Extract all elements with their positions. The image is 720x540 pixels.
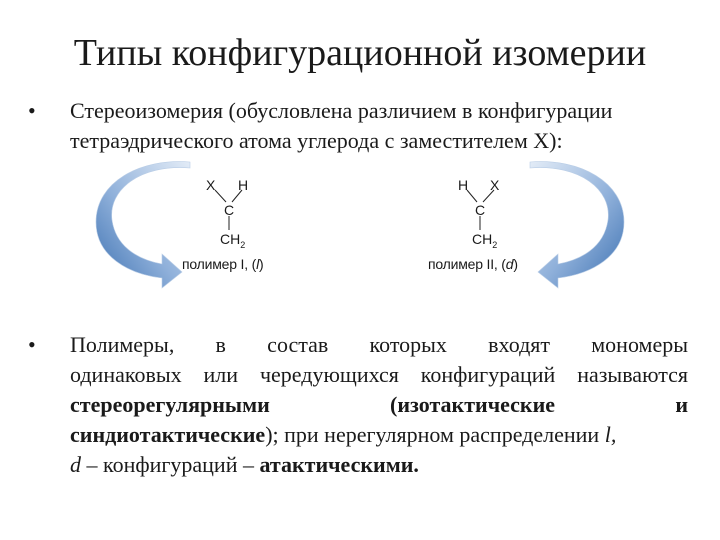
atom-c: C bbox=[224, 202, 235, 218]
isomer-diagram bbox=[0, 160, 720, 300]
group-ch2: $CH_2$ bbox=[220, 231, 246, 250]
atom-x: X bbox=[490, 177, 500, 193]
curved-arrows bbox=[0, 160, 720, 300]
bullet-marker: • bbox=[28, 98, 36, 123]
left-curved-arrow bbox=[96, 162, 190, 288]
atom-x: X bbox=[206, 177, 216, 193]
atom-c: C bbox=[475, 202, 486, 218]
bullet2-line5: d – конфигураций – атактическими. bbox=[70, 452, 419, 477]
atom-h: H bbox=[238, 177, 249, 193]
bullet-polymers bbox=[28, 330, 688, 480]
bullet1-line1: Стереоизомерия (обусловлена различием в конфигурации bbox=[70, 98, 613, 123]
right-curved-arrow bbox=[530, 162, 624, 288]
polymer-label-right: полимер II, (d) bbox=[428, 256, 518, 272]
slide-title: Типы конфигурационной изомерии bbox=[73, 32, 647, 74]
bullet2-line3: стереорегулярными (изотактические и bbox=[70, 392, 688, 417]
group-ch2: $CH_2$ bbox=[472, 231, 498, 250]
bullet-text bbox=[70, 330, 688, 480]
bullet2-line2: одинаковых или чередующихся конфигураций называются bbox=[70, 362, 688, 387]
polymer-label-left: полимер I, (l) bbox=[182, 256, 264, 272]
bullet2-line1: Полимеры, в состав которых входят мономеры bbox=[70, 332, 688, 357]
bullet-stereoisomerism bbox=[28, 96, 688, 156]
bullet-marker: • bbox=[28, 332, 36, 357]
bullet1-line2: тетраэдрического атома углерода с заместителем Х): bbox=[70, 128, 563, 153]
bullet2-line4: синдиотактические); при нерегулярном распределении l, bbox=[70, 422, 617, 447]
atom-h: H bbox=[458, 177, 469, 193]
bullet-text bbox=[70, 96, 688, 156]
